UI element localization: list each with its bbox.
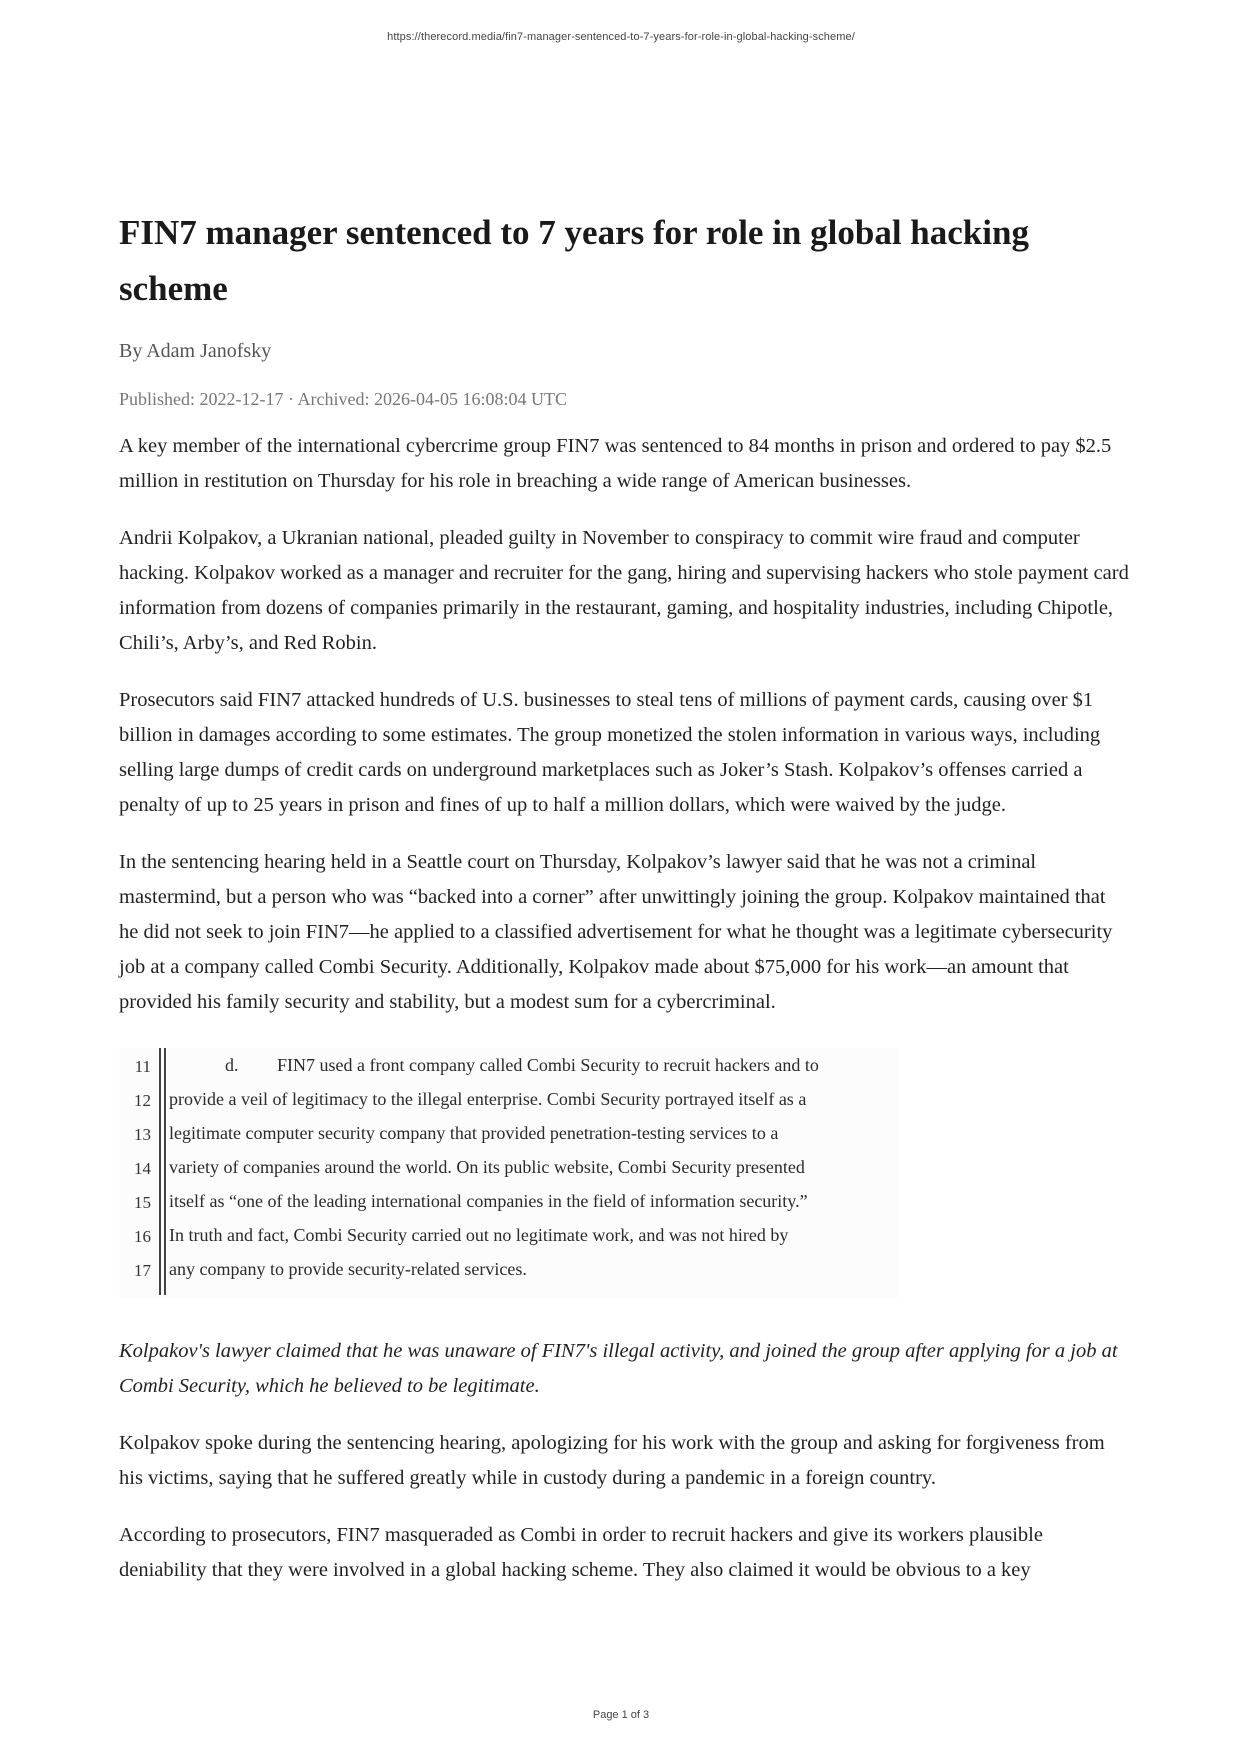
excerpt-line: itself as “one of the leading international companies in the field of information security.”: [169, 1191, 808, 1211]
excerpt-line: legitimate computer security company that provided penetration-testing services to a: [169, 1123, 779, 1143]
article-byline: By Adam Janofsky: [119, 340, 272, 362]
article-paragraph: A key member of the international cybercrime group FIN7 was sentenced to 84 months in prison and ordered to pay $2.5 million in restitution on Thursday for his role in breaching a wide range of American businesses.: [119, 435, 1112, 492]
article: [119, 205, 1129, 1588]
excerpt-line-text: FIN7 used a front company called Combi Security to recruit hackers and to: [277, 1055, 819, 1075]
image-caption: Kolpakov's lawyer claimed that he was unaware of FIN7's illegal activity, and joined the group after applying for a job at Combi Security, which he believed to be legitimate.: [119, 1340, 1118, 1397]
page-number: Page 1 of 3: [592, 1709, 650, 1721]
excerpt-line: any company to provide security-related services.: [169, 1259, 527, 1279]
article-paragraph: Andrii Kolpakov, a Ukranian national, pleaded guilty in November to conspiracy to commit wire fraud and computer hacking. Kolpakov worked as a manager and recruiter for the gang, hiring and supervising hackers who stole payment card information from dozens of companies primarily in the restaurant, gaming, and hospitality industries, including Chipotle, Chili’s, Arby’s, and Red Robin.: [119, 527, 1129, 654]
item-marker: d.: [225, 1055, 239, 1075]
article-title: FIN7 manager sentenced to 7 years for role in global hacking scheme: [119, 213, 1029, 308]
article-paragraph: According to prosecutors, FIN7 masqueraded as Combi in order to recruit hackers and give its workers plausible deniability that they were involved in a global hacking scheme. They also claimed it would be obvious to a key: [119, 1524, 1043, 1581]
article-paragraph: In the sentencing hearing held in a Seattle court on Thursday, Kolpakov’s lawyer said that he was not a criminal mastermind, but a person who was “backed into a corner” after unwittingly joining the group. Kolpakov maintained that he did not seek to join FIN7—he applied to a classified advertisement for what he thought was a legitimate cybersecurity job at a company called Combi Security. Additionally, Kolpakov made about $75,000 for his work—an amount that provided his family security and stability, but a modest sum for a cybercriminal.: [119, 851, 1113, 1013]
excerpt-text: [169, 1048, 899, 1286]
article-paragraph: Prosecutors said FIN7 attacked hundreds of U.S. businesses to steal tens of millions of payment cards, causing over $1 billion in damages according to some estimates. The group monetized the stolen information in various ways, including selling large dumps of credit cards on underground marketplaces such as Joker’s Stash. Kolpakov’s offenses carried a penalty of up to 25 years in prison and fines of up to half a million dollars, which were waived by the judge.: [119, 689, 1101, 816]
court-document-excerpt-image: [119, 1048, 899, 1298]
line-number: 16: [134, 1227, 151, 1246]
source-url[interactable]: https://therecord.media/fin7-manager-sentenced-to-7-years-for-role-in-global-hacking-scheme/: [387, 31, 855, 43]
margin-rule: [164, 1048, 166, 1295]
excerpt-line: [169, 1048, 899, 1082]
line-number: 14: [134, 1159, 151, 1178]
line-number: 17: [134, 1261, 151, 1280]
line-number: 15: [134, 1193, 151, 1212]
line-numbers: [123, 1050, 151, 1288]
excerpt-line: variety of companies around the world. On its public website, Combi Security presented: [169, 1157, 805, 1177]
excerpt-line: In truth and fact, Combi Security carried out no legitimate work, and was not hired by: [169, 1225, 789, 1245]
margin-rule: [159, 1048, 161, 1295]
line-number: 12: [134, 1091, 151, 1110]
line-number: 13: [134, 1125, 151, 1144]
excerpt-line: provide a veil of legitimacy to the illegal enterprise. Combi Security portrayed itself as a: [169, 1089, 807, 1109]
article-paragraph: Kolpakov spoke during the sentencing hearing, apologizing for his work with the group and asking for forgiveness from his victims, saying that he suffered greatly while in custody during a pandemic in a foreign country.: [119, 1432, 1105, 1489]
article-meta: Published: 2022-12-17 · Archived: 2026-04-05 16:08:04 UTC: [119, 389, 567, 409]
line-number: 11: [134, 1057, 151, 1076]
